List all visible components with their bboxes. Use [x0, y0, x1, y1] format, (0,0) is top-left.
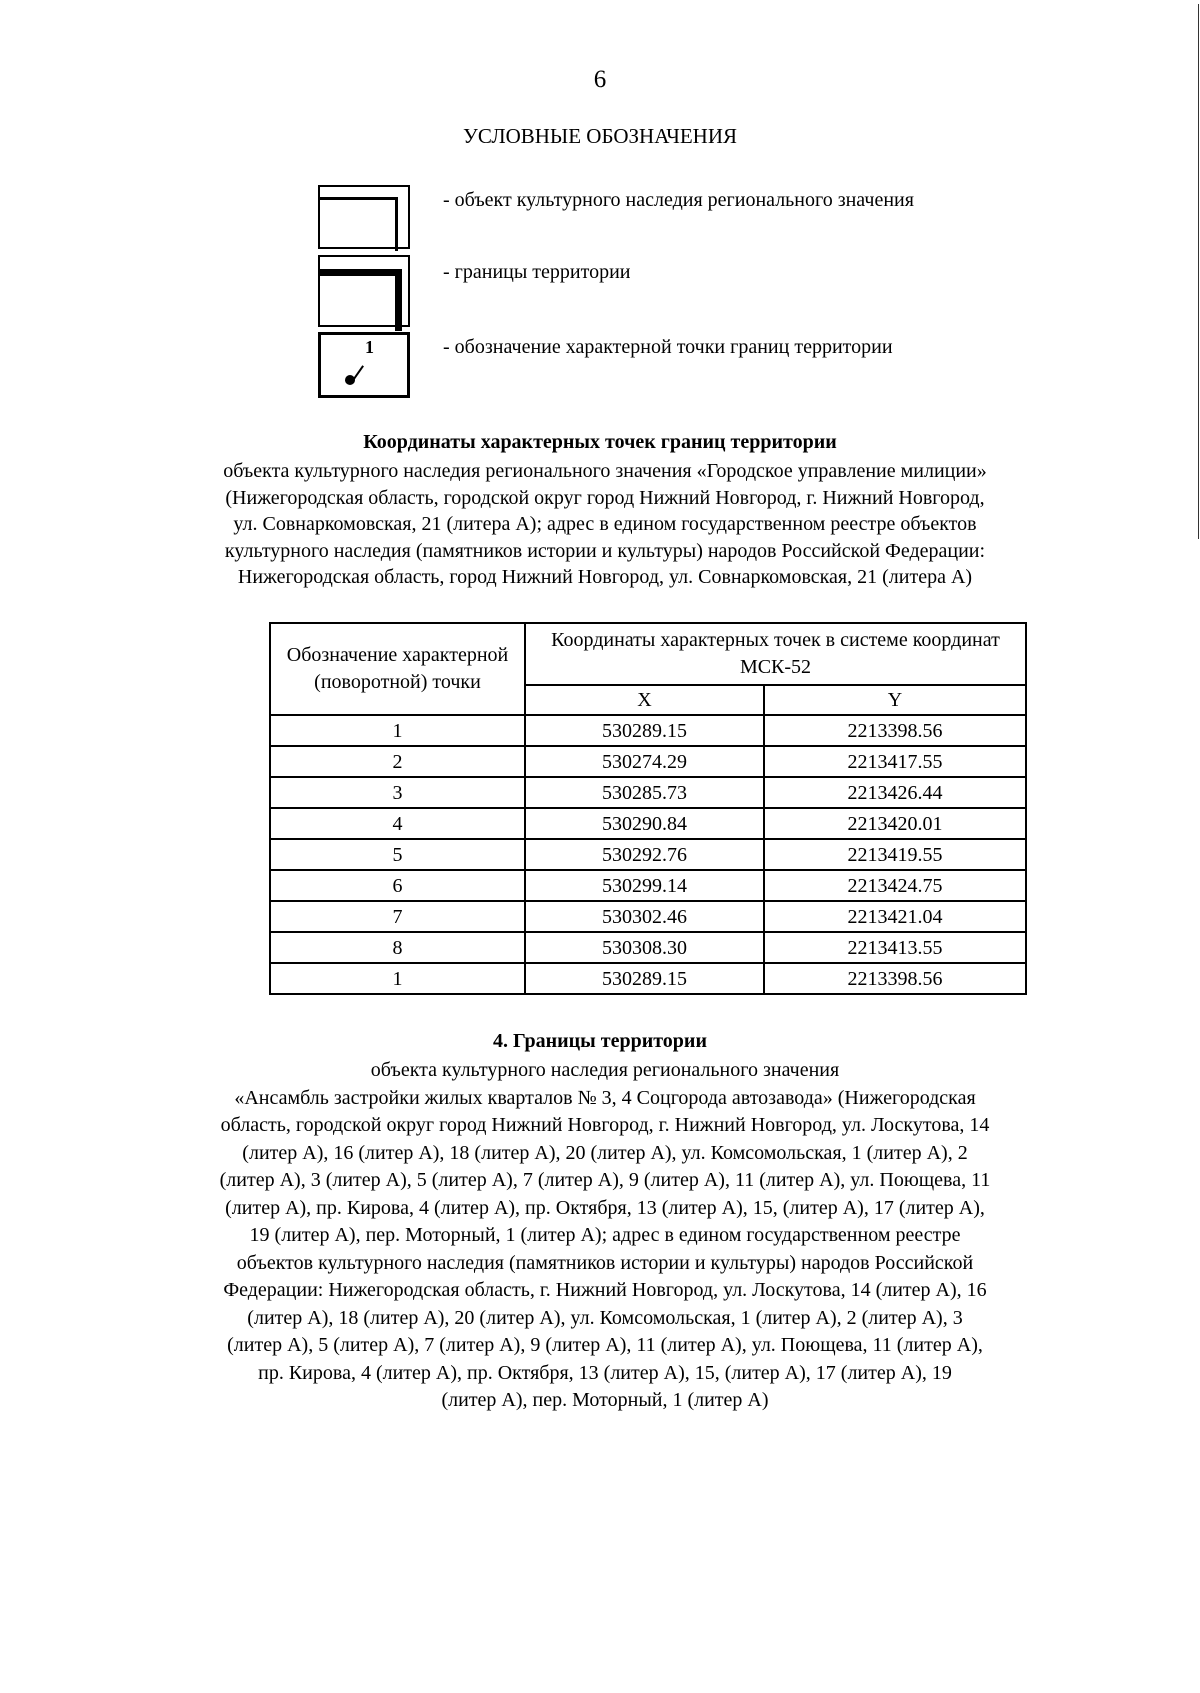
description-line: Нижегородская область, город Нижний Новгород, ул. Совнаркомовская, 21 (литера А) — [237, 566, 973, 588]
description-line: (литер А), пр. Кирова, 4 (литер А), пр. Октября, 13 (литер А), 15, (литер А), 17 (литер А), — [225, 1196, 985, 1219]
cell-y: 2213426.44 — [764, 777, 1026, 808]
table-row — [270, 808, 1026, 839]
table-row — [270, 746, 1026, 777]
description-line: (Нижегородская область, городской округ город Нижний Новгород, г. Нижний Новгород, — [225, 486, 985, 509]
cell-point: 3 — [270, 777, 525, 808]
description-line: объекта культурного наследия регионального значения — [370, 1059, 840, 1081]
table-row — [270, 839, 1026, 870]
cell-point: 1 — [270, 963, 525, 994]
description-line: (литер А), пер. Моторный, 1 (литер А) — [441, 1389, 769, 1411]
legend-label: - объект культурного наследия регионального значения — [443, 189, 914, 211]
cell-y: 2213424.75 — [764, 870, 1026, 901]
description-line: 19 (литер А), пер. Моторный, 1 (литер А); адрес в едином государственном реестре — [249, 1224, 961, 1246]
point-number: 1 — [365, 337, 374, 357]
description-line: пр. Кирова, 4 (литер А), пр. Октября, 13 (литер А), 15, (литер А), 17 (литер А), 19 — [258, 1361, 952, 1384]
legend-label: - границы территории — [443, 261, 631, 283]
table-row — [270, 963, 1026, 994]
characteristic-point-icon — [318, 332, 414, 396]
cell-x: 530308.30 — [525, 932, 764, 963]
page-number: 6 — [593, 66, 607, 93]
cell-point: 8 — [270, 932, 525, 963]
cell-y: 2213420.01 — [764, 808, 1026, 839]
cell-x: 530302.46 — [525, 901, 764, 932]
cell-x: 530299.14 — [525, 870, 764, 901]
legend-label: - обозначение характерной точки границ территории — [443, 336, 893, 358]
point-dot-icon — [345, 375, 355, 385]
table-row — [270, 932, 1026, 963]
cell-x: 530292.76 — [525, 839, 764, 870]
description-line: (литер А), 16 (литер А), 18 (литер А), 20 (литер А), ул. Комсомольская, 1 (литер А), 2 — [242, 1141, 968, 1164]
cell-x: 530285.73 — [525, 777, 764, 808]
cell-y: 2213419.55 — [764, 839, 1026, 870]
header-x: X — [525, 685, 764, 715]
cell-x: 530289.15 — [525, 963, 764, 994]
cell-y: 2213417.55 — [764, 746, 1026, 777]
description-line: культурного наследия (памятников истории и культуры) народов Российской Федерации: — [224, 539, 986, 562]
description-line: объекта культурного наследия регионального значения «Городское управление милиции» — [223, 460, 987, 482]
description-line: объектов культурного наследия (памятников истории и культуры) народов Российской — [236, 1251, 974, 1274]
heritage-object-icon — [318, 185, 414, 249]
header-coordinates: Координаты характерных точек в системе координат МСК-52 — [525, 623, 1026, 685]
description-line: (литер А), 18 (литер А), 20 (литер А), ул. Комсомольская, 1 (литер А), 2 (литер А), 3 — [247, 1306, 963, 1329]
cell-x: 530274.29 — [525, 746, 764, 777]
cell-y: 2213413.55 — [764, 932, 1026, 963]
cell-y: 2213398.56 — [764, 715, 1026, 746]
legend-item-characteristic-point — [318, 332, 893, 396]
table-row — [270, 777, 1026, 808]
coordinates-description — [170, 458, 1040, 591]
coordinates-table — [269, 622, 1027, 995]
cell-x: 530289.15 — [525, 715, 764, 746]
header-point: Обозначение характерной (поворотной) точки — [270, 623, 525, 715]
cell-point: 7 — [270, 901, 525, 932]
table-row — [270, 901, 1026, 932]
cell-point: 1 — [270, 715, 525, 746]
description-line: ул. Совнаркомовская, 21 (литера А); адрес в едином государственном реестре объектов — [233, 513, 977, 535]
cell-x: 530290.84 — [525, 808, 764, 839]
cell-point: 2 — [270, 746, 525, 777]
description-line: (литер А), 3 (литер А), 5 (литер А), 7 (литер А), 9 (литер А), 11 (литер А), ул. Поющева, 11 — [219, 1169, 991, 1191]
coordinates-heading: Координаты характерных точек границ территории — [363, 431, 837, 453]
section-4-heading: 4. Границы территории — [493, 1030, 707, 1052]
cell-y: 2213421.04 — [764, 901, 1026, 932]
territory-border-icon — [318, 255, 414, 319]
cell-y: 2213398.56 — [764, 963, 1026, 994]
description-line: «Ансамбль застройки жилых кварталов № 3, 4 Соцгорода автозавода» (Нижегородская — [234, 1086, 976, 1109]
header-y: Y — [764, 685, 1026, 715]
legend-title: УСЛОВНЫЕ ОБОЗНАЧЕНИЯ — [462, 124, 738, 148]
description-line: (литер А), 5 (литер А), 7 (литер А), 9 (литер А), 11 (литер А), ул. Поющева, 11 (литер А), — [227, 1334, 983, 1356]
legend-item-territory-border — [318, 255, 631, 319]
description-line: область, городской округ город Нижний Новгород, г. Нижний Новгород, ул. Лоскутова, 14 — [220, 1114, 990, 1136]
cell-point: 5 — [270, 839, 525, 870]
table-row — [270, 870, 1026, 901]
table-row — [270, 715, 1026, 746]
cell-point: 6 — [270, 870, 525, 901]
section-4-description — [170, 1057, 1040, 1415]
legend-item-heritage-object — [318, 185, 914, 249]
cell-point: 4 — [270, 808, 525, 839]
description-line: Федерации: Нижегородская область, г. Нижний Новгород, ул. Лоскутова, 14 (литер А), 16 — [223, 1279, 987, 1301]
